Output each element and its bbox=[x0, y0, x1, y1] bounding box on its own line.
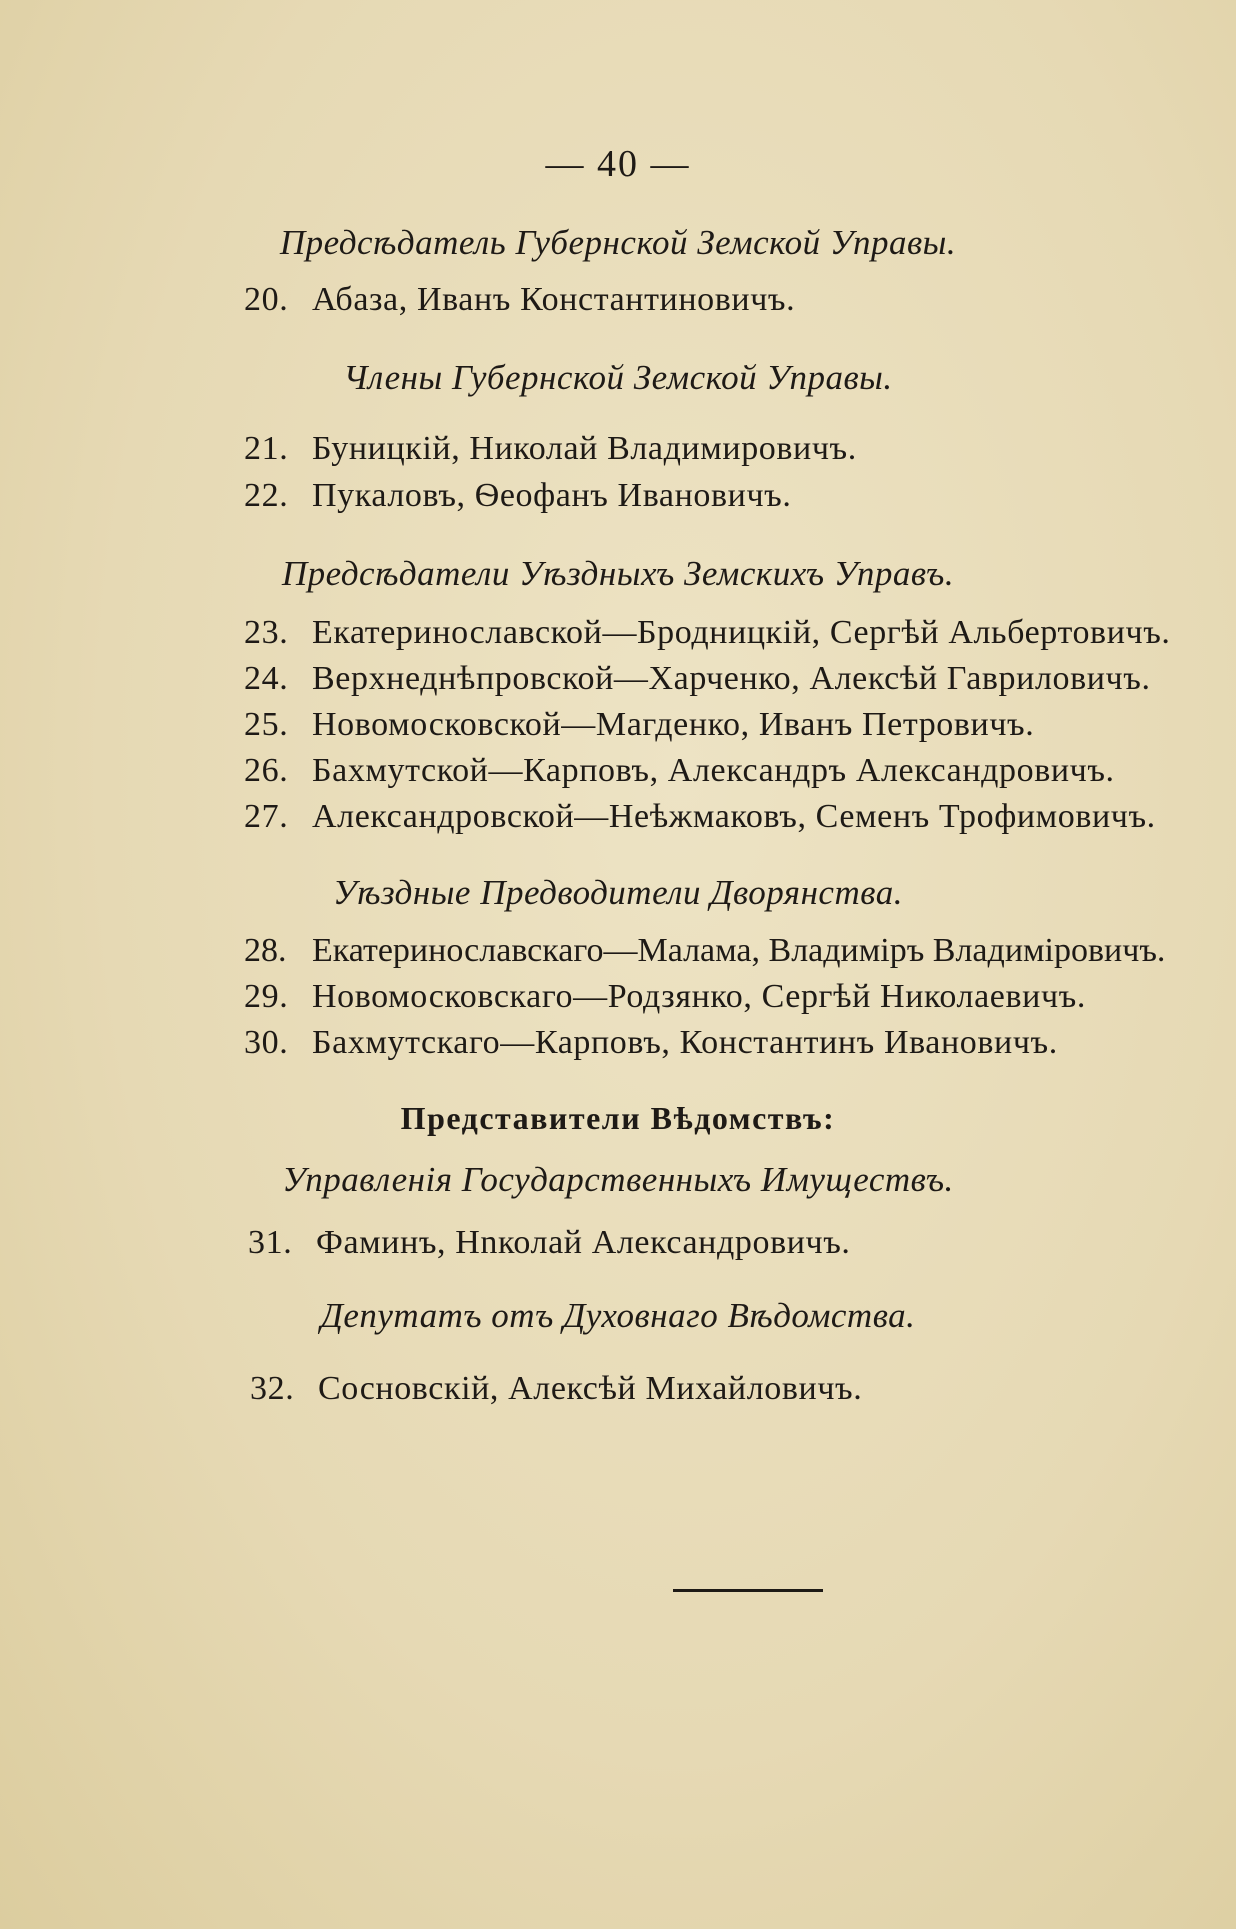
entry-text: Новомосковской—Магденко, Иванъ Петровичъ. bbox=[312, 706, 1035, 743]
entry-number: 31. bbox=[248, 1224, 293, 1261]
list-item bbox=[244, 281, 795, 319]
entry-text: Буницкій, Николай Владимировичъ. bbox=[312, 430, 857, 467]
list-item bbox=[250, 1370, 862, 1408]
entry-number: 23. bbox=[244, 614, 289, 651]
heading-governorate-chairman: Предсѣдатель Губернской Земской Управы. bbox=[279, 223, 957, 262]
list-item bbox=[244, 614, 1170, 652]
entry-number: 27. bbox=[244, 798, 289, 835]
heading-district-chairmen: Предсѣдатели Уѣздныхъ Земскихъ Управъ. bbox=[281, 554, 955, 593]
entry-text: Абаза, Иванъ Константиновичъ. bbox=[312, 281, 796, 318]
entry-text: Верхнеднѣпровской—Харченко, Алексѣй Гавриловичъ. bbox=[312, 660, 1151, 697]
entry-text: Фаминъ, Нnколай Александровичъ. bbox=[316, 1224, 851, 1261]
heading-representatives: Представители Вѣдомствъ: bbox=[400, 1100, 836, 1136]
list-item bbox=[244, 477, 791, 515]
entry-text: Бахмутской—Карповъ, Александръ Александровичъ. bbox=[312, 752, 1115, 789]
heading-clergy-deputy: Депутатъ отъ Духовнаго Вѣдомства. bbox=[320, 1296, 916, 1335]
list-item bbox=[244, 660, 1151, 698]
entry-number: 24. bbox=[244, 660, 289, 697]
entry-number: 20. bbox=[244, 281, 289, 318]
heading-governorate-members: Члены Губернской Земской Управы. bbox=[343, 358, 893, 397]
entry-number: 26. bbox=[244, 752, 289, 789]
entry-number: 28. bbox=[244, 932, 287, 969]
entry-text: Сосновскій, Алексѣй Михайловичъ. bbox=[318, 1370, 863, 1407]
list-item bbox=[244, 752, 1115, 790]
entry-number: 29. bbox=[244, 978, 289, 1015]
heading-state-property: Управленія Государственныхъ Имуществъ. bbox=[282, 1160, 954, 1199]
entry-number: 22. bbox=[244, 477, 289, 514]
list-item bbox=[248, 1224, 851, 1262]
entry-number: 21. bbox=[244, 430, 289, 467]
entry-number: 25. bbox=[244, 706, 289, 743]
list-item bbox=[244, 430, 857, 468]
page-number: — 40 — bbox=[545, 143, 691, 185]
list-item bbox=[244, 978, 1086, 1016]
entry-text: Екатеринославской—Бродницкій, Сергѣй Альбертовичъ. bbox=[312, 614, 1171, 651]
list-item bbox=[244, 706, 1034, 744]
list-item bbox=[244, 932, 1165, 970]
entry-number: 32. bbox=[250, 1370, 295, 1407]
entry-text: Бахмутскаго—Карповъ, Константинъ Ивановичъ. bbox=[312, 1024, 1058, 1061]
entry-text: Пукаловъ, Ѳеофанъ Ивановичъ. bbox=[312, 477, 792, 514]
entry-text: Новомосковскаго—Родзянко, Сергѣй Николаевичъ. bbox=[312, 978, 1086, 1015]
list-item bbox=[244, 798, 1156, 836]
entry-number: 30. bbox=[244, 1024, 289, 1061]
entry-text: Екатеринославскаго—Малама, Владиміръ Владиміровичъ. bbox=[312, 932, 1166, 969]
heading-marshals-of-nobility: Уѣздные Предводители Дворянства. bbox=[333, 873, 903, 912]
closing-rule bbox=[673, 1589, 823, 1592]
list-item bbox=[244, 1024, 1058, 1062]
entry-text: Александровской—Неѣжмаковъ, Семенъ Трофимовичъ. bbox=[312, 798, 1156, 835]
